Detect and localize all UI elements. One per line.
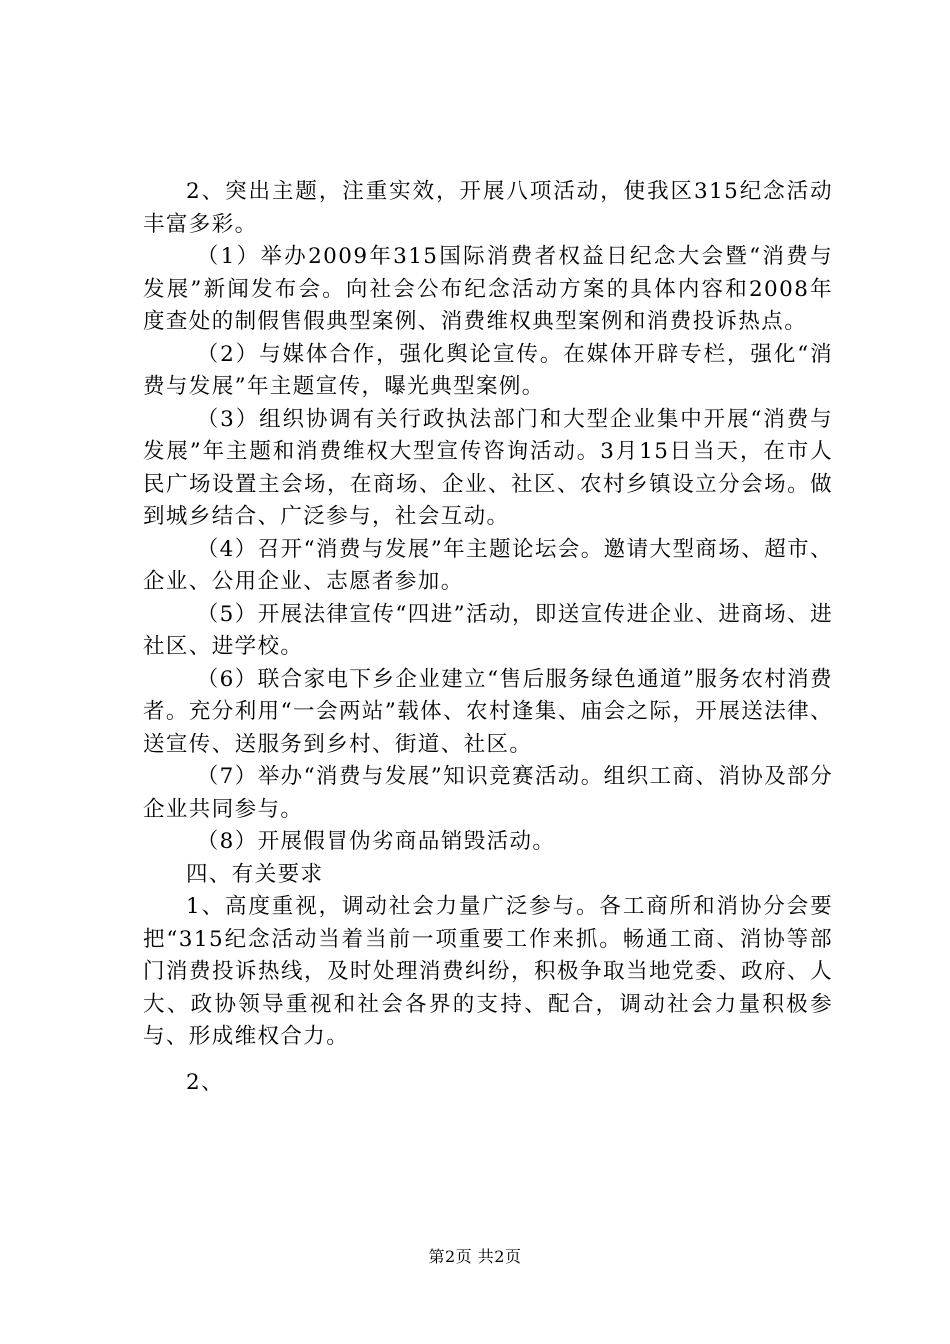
paragraph-item-7: （7）举办“消费与发展”知识竞赛活动。组织工商、消协及部分企业共同参与。 <box>143 764 833 822</box>
paragraph-item-1: （1）举办2009年315国际消费者权益日纪念大会暨“消费与发展”新闻发布会。向社会公布纪念活动方案的具体内容和2008年度查处的制假售假典型案例、消费维权典型案例和消费投诉热点。 <box>143 244 833 334</box>
paragraph-item-6: （6）联合家电下乡企业建立“售后服务绿色通道”服务农村消费者。充分利用“一会两站”载体、农村逢集、庙会之际，开展送法律、送宣传、送服务到乡村、街道、社区。 <box>143 666 833 757</box>
paragraph-section-2: 2、突出主题，注重实效，开展八项活动，使我区315纪念活动丰富多彩。 <box>143 179 833 237</box>
document-body <box>143 176 833 1099</box>
page-footer <box>0 1244 950 1267</box>
paragraph-item-5: （5）开展法律宣传“四进”活动，即送宣传进企业、进商场、进社区、进学校。 <box>143 601 833 659</box>
page-number-label: 第2页 共2页 <box>428 1247 522 1266</box>
paragraph-item-3: （3）组织协调有关行政执法部门和大型企业集中开展“消费与发展”年主题和消费维权大型宣传咨询活动。3月15日当天，在市人民广场设置主会场，在商场、企业、社区、农村乡镇设立分会场。做到城乡结合、广泛参与，社会互动。 <box>143 406 833 529</box>
paragraph-requirement-2: 2、 <box>186 1069 224 1095</box>
section-heading-requirements: 四、有关要求 <box>186 861 324 887</box>
paragraph-requirement-1: 1、高度重视，调动社会力量广泛参与。各工商所和消协分会要把“315纪念活动当着当前一项重要工作来抓。畅通工商、消协等部门消费投诉热线，及时处理消费纠纷，积极争取当地党委、政府、人大、政协领导重视和社会各界的支持、配合，调动社会力量积极参与、形成维权合力。 <box>143 894 833 1049</box>
paragraph-item-8: （8）开展假冒伪劣商品销毁活动。 <box>196 829 556 854</box>
paragraph-item-2: （2）与媒体合作，强化舆论宣传。在媒体开辟专栏，强化“消费与发展”年主题宣传，曝光典型案例。 <box>143 341 833 399</box>
paragraph-item-4: （4）召开“消费与发展”年主题论坛会。邀请大型商场、超市、企业、公用企业、志愿者参加。 <box>143 536 833 594</box>
